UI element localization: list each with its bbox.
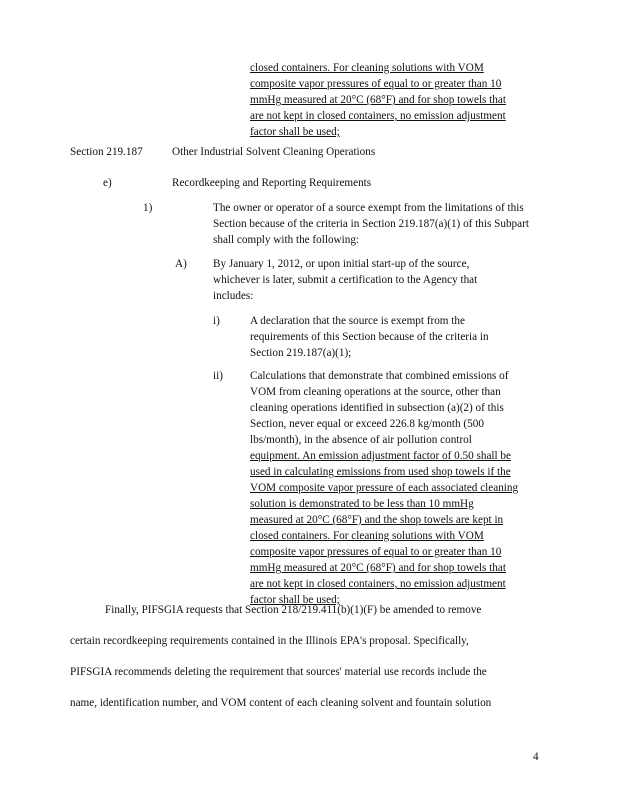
item-ii-line-15: factor shall be used; — [250, 594, 340, 606]
section-title: Other Industrial Solvent Cleaning Operations — [172, 146, 376, 158]
top-line-1: closed containers. For cleaning solutions with VOM — [250, 62, 484, 74]
item-ii-line-13: mmHg measured at 20°C (68°F) and for shop towels that — [250, 562, 506, 574]
item-ii-line-9: solution is demonstrated to be less than 10 mmHg — [250, 498, 474, 510]
item-ii-line-10: measured at 20°C (68°F) and the shop towels are kept in — [250, 514, 504, 526]
item-1-marker: 1) — [143, 202, 153, 214]
item-A-text — [213, 256, 477, 304]
item-ii-line-12: composite vapor pressures of equal to or greater than 10 — [250, 546, 502, 558]
body-line-4: name, identification number, and VOM content of each cleaning solvent and fountain solution — [70, 697, 492, 709]
item-i-line-2: requirements of this Section because of the criteria in — [250, 331, 489, 343]
top-line-4: are not kept in closed containers, no emission adjustment — [250, 110, 506, 122]
page-number: 4 — [533, 751, 539, 763]
item-ii-line-6: equipment. An emission adjustment factor of 0.50 shall be — [250, 450, 511, 462]
item-ii-text — [250, 368, 518, 608]
item-i-line-1: A declaration that the source is exempt from the — [250, 315, 465, 327]
body-line-1: Finally, PIFSGIA requests that Section 218/219.411(b)(1)(F) be amended to remove — [105, 604, 482, 616]
section-number: Section 219.187 — [70, 146, 143, 158]
item-ii-line-11: closed containers. For cleaning solutions with VOM — [250, 530, 484, 542]
item-ii-marker: ii) — [213, 370, 223, 382]
item-ii-line-4: Section, never equal or exceed 226.8 kg/month (500 — [250, 418, 484, 430]
top-continuation-block — [250, 60, 506, 140]
item-ii-line-2: VOM from cleaning operations at the source, other than — [250, 386, 501, 398]
subsection-e-marker: e) — [103, 177, 112, 189]
item-i-line-3: Section 219.187(a)(1); — [250, 347, 352, 359]
item-ii-line-8: VOM composite vapor pressure of each associated cleaning — [250, 482, 519, 494]
item-ii-line-5: lbs/month), in the absence of air pollution control — [250, 434, 472, 446]
top-line-5: factor shall be used; — [250, 126, 340, 138]
item-A-line-2: whichever is later, submit a certification to the Agency that — [213, 274, 478, 286]
item-i-marker: i) — [213, 315, 220, 327]
top-line-3: mmHg measured at 20°C (68°F) and for shop towels that — [250, 94, 506, 106]
item-1-text — [213, 200, 529, 248]
item-A-marker: A) — [175, 258, 187, 270]
item-ii-line-14: are not kept in closed containers, no emission adjustment — [250, 578, 506, 590]
item-ii-line-1: Calculations that demonstrate that combined emissions of — [250, 370, 509, 382]
item-ii-line-3: cleaning operations identified in subsection (a)(2) of this — [250, 402, 504, 414]
item-A-line-1: By January 1, 2012, or upon initial start-up of the source, — [213, 258, 470, 270]
item-1-line-2: Section because of the criteria in Section 219.187(a)(1) of this Subpart — [213, 218, 529, 230]
item-1-line-1: The owner or operator of a source exempt from the limitations of this — [213, 202, 524, 214]
item-A-line-3: includes: — [213, 290, 254, 302]
body-paragraph — [70, 595, 550, 719]
top-line-2: composite vapor pressures of equal to or greater than 10 — [250, 78, 502, 90]
subsection-e-title: Recordkeeping and Reporting Requirements — [172, 177, 372, 189]
body-line-3: PIFSGIA recommends deleting the requirement that sources' material use records include the — [70, 666, 487, 678]
item-i-text — [250, 313, 489, 361]
body-line-2: certain recordkeeping requirements contained in the Illinois EPA's proposal. Specifically, — [70, 635, 469, 647]
item-ii-line-7: used in calculating emissions from used shop towels if the — [250, 466, 511, 478]
item-1-line-3: shall comply with the following: — [213, 234, 360, 246]
